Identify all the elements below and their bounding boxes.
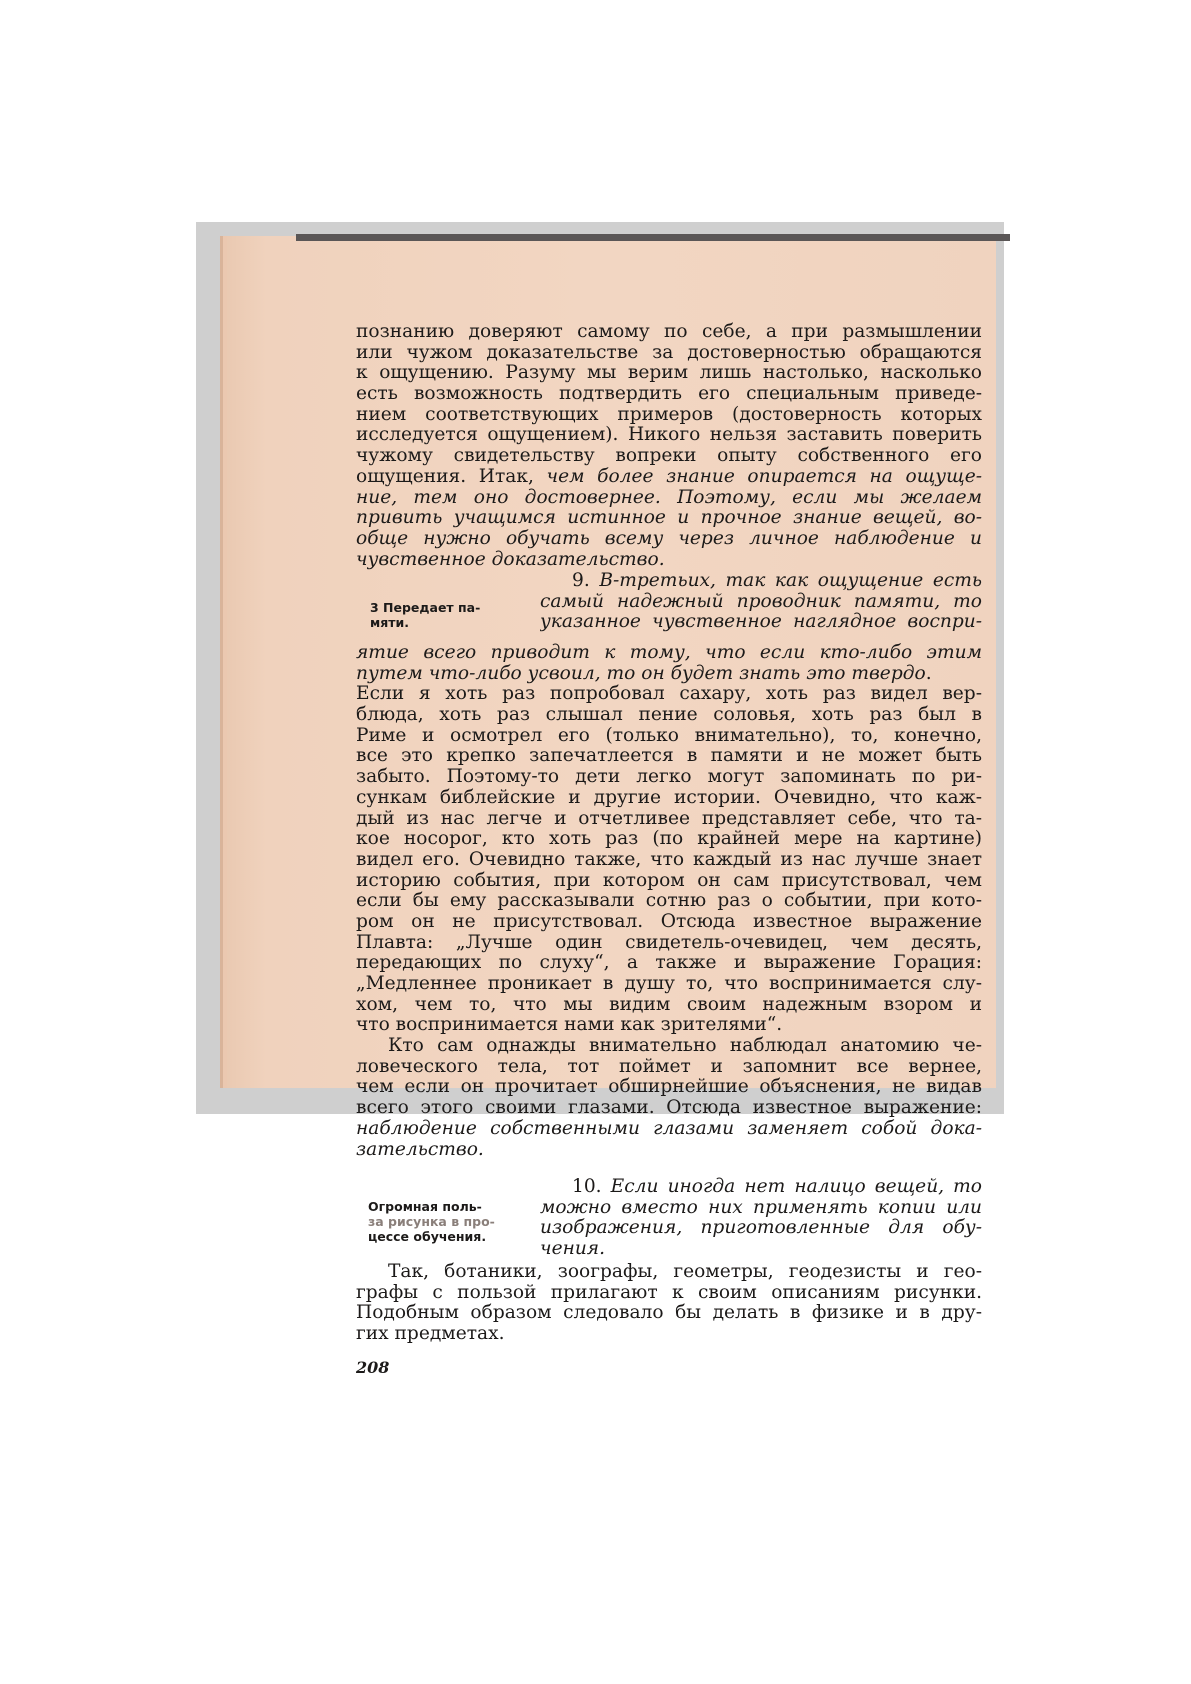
page-number: 208 — [356, 1358, 390, 1377]
paragraph-block-4 — [540, 1177, 982, 1260]
text-line: передающих по слуху“, а также и выражение Горация: — [356, 953, 982, 974]
margin-note-line: цессе обучения. — [368, 1229, 487, 1244]
text-line: есть возможность подтвердить его специальным приведе- — [356, 384, 982, 405]
margin-note-line: за рисунка в про- — [368, 1214, 495, 1229]
italic-run: можно вместо них применять копии или — [540, 1197, 982, 1218]
text-line: Подобным образом следовало бы делать в физике и в дру- — [356, 1303, 982, 1324]
text-line: дый из нас легче и отчетливее представляет себе, что та- — [356, 808, 982, 829]
text-line — [540, 1177, 982, 1198]
text-line: или чужом доказательстве за достоверностью обращаются — [356, 342, 982, 363]
italic-run: наблюдение собственными глазами заменяет собой дока- — [356, 1118, 982, 1139]
text-line: сункам библейские и другие истории. Очевидно, что каж- — [356, 787, 982, 808]
text-line — [540, 592, 982, 613]
margin-note-drawing — [368, 1199, 528, 1244]
text-line: Так, ботаники, зоографы, геометры, геодезисты и гео- — [388, 1262, 982, 1282]
text-line — [540, 1239, 982, 1260]
italic-run: чувственное доказательство. — [356, 549, 665, 570]
italic-run: самый надежный проводник памяти, то — [540, 591, 982, 612]
text-run: . — [925, 663, 932, 684]
text-line — [356, 1140, 982, 1161]
italic-run: ние, тем оно достовернее. Поэтому, если мы желаем — [356, 487, 982, 508]
italic-run: путем что-либо усвоил, то он будет знать это твердо — [356, 663, 926, 684]
text-line — [540, 1218, 982, 1239]
text-line: ловеческого тела, тот поймет и запомнит все вернее, — [356, 1056, 982, 1077]
section-number: 9. — [572, 571, 600, 591]
text-line: чужому свидетельству вопреки опыту собственного его — [356, 446, 982, 467]
text-line: что воспринимается нами как зрителями“. — [356, 1015, 783, 1036]
text-line: Кто сам однажды внимательно наблюдал анатомию че- — [388, 1036, 982, 1057]
text-line — [356, 1119, 982, 1140]
italic-run: Если иногда нет налицо вещей, то — [610, 1177, 982, 1197]
margin-note-line: мяти. — [370, 615, 409, 630]
paragraph-block-3 — [356, 643, 982, 1160]
text-line — [540, 1198, 982, 1219]
text-line — [540, 571, 982, 592]
text-line: хом, чем то, что мы видим своим надежным взором и — [356, 994, 982, 1015]
text-line: „Медленнее проникает в душу то, что воспринимается слу- — [356, 974, 982, 994]
italic-run: изображения, приготовленные для обу- — [540, 1218, 982, 1239]
text-line: графы с пользой прилагают к своим описаниям рисунки. — [356, 1282, 982, 1303]
text-run: ощущения. Итак, — [356, 466, 547, 487]
text-line — [356, 508, 982, 529]
italic-run: ятие всего приводит к тому, что если кто-либо этим — [356, 643, 982, 663]
text-line: блюда, хоть раз слышал пение соловья, хоть раз был в — [356, 705, 982, 726]
text-line — [540, 612, 982, 633]
text-line: познанию доверяют самому по себе, а при размышлении — [356, 322, 982, 342]
text-line: видел его. Очевидно также, что каждый из нас лучше знает — [356, 849, 982, 870]
text-line: всего этого своими глазами. Отсюда известное выражение: — [356, 1098, 982, 1119]
italic-run: чения. — [540, 1239, 606, 1260]
text-line — [356, 467, 982, 488]
text-line: нием соответствующих примеров (достоверность которых — [356, 404, 982, 425]
paragraph-block-2 — [540, 571, 982, 633]
text-line: к ощущению. Разуму мы верим лишь настолько, насколько — [356, 363, 982, 384]
text-line: все это крепко запечатлеется в памяти и не может быть — [356, 746, 982, 767]
text-line — [356, 550, 982, 571]
text-line: Риме и осмотрел его (только внимательно), то, конечно, — [356, 725, 982, 746]
text-line — [356, 664, 982, 685]
margin-note-line: Огромная поль- — [368, 1199, 482, 1214]
paragraph-block-1 — [356, 322, 982, 570]
italic-run: чем более знание опирается на ощуще- — [546, 466, 982, 487]
section-number: 10. — [572, 1177, 611, 1197]
text-line: гих предметах. — [356, 1324, 505, 1345]
text-line — [356, 488, 982, 509]
text-line: если бы ему рассказывали сотню раз о событии, при кото- — [356, 891, 982, 912]
margin-note-memory — [370, 600, 530, 630]
paragraph-block-5 — [356, 1262, 982, 1345]
italic-run: привить учащимся истинное и прочное знание вещей, во- — [356, 508, 982, 529]
text-line: историю события, при котором он сам присутствовал, чем — [356, 870, 982, 891]
italic-run: обще нужно обучать всему через личное наблюдение и — [356, 528, 982, 549]
margin-note-line: 3 Передает па- — [370, 600, 481, 615]
text-line: чем если он прочитает обширнейшие объяснения, не видав — [356, 1077, 982, 1098]
text-line: кое носорог, кто хоть раз (по крайней мере на картине) — [356, 829, 982, 850]
text-line: ром он не присутствовал. Отсюда известное выражение — [356, 911, 982, 932]
italic-run: указанное чувственное наглядное воспри- — [540, 612, 982, 633]
italic-run: зательство. — [356, 1139, 484, 1160]
text-line: Если я хоть раз попробовал сахару, хоть раз видел вер- — [356, 684, 982, 705]
text-line — [356, 529, 982, 550]
page-top-edge — [296, 234, 1010, 241]
text-line: исследуется ощущением). Никого нельзя заставить поверить — [356, 425, 982, 446]
text-line: Плавта: „Лучше один свидетель-очевидец, чем десять, — [356, 932, 982, 953]
text-line: забыто. Поэтому-то дети легко могут запоминать по ри- — [356, 767, 982, 788]
italic-run: В-третьих, так как ощущение есть — [599, 571, 982, 591]
text-line — [356, 643, 982, 664]
